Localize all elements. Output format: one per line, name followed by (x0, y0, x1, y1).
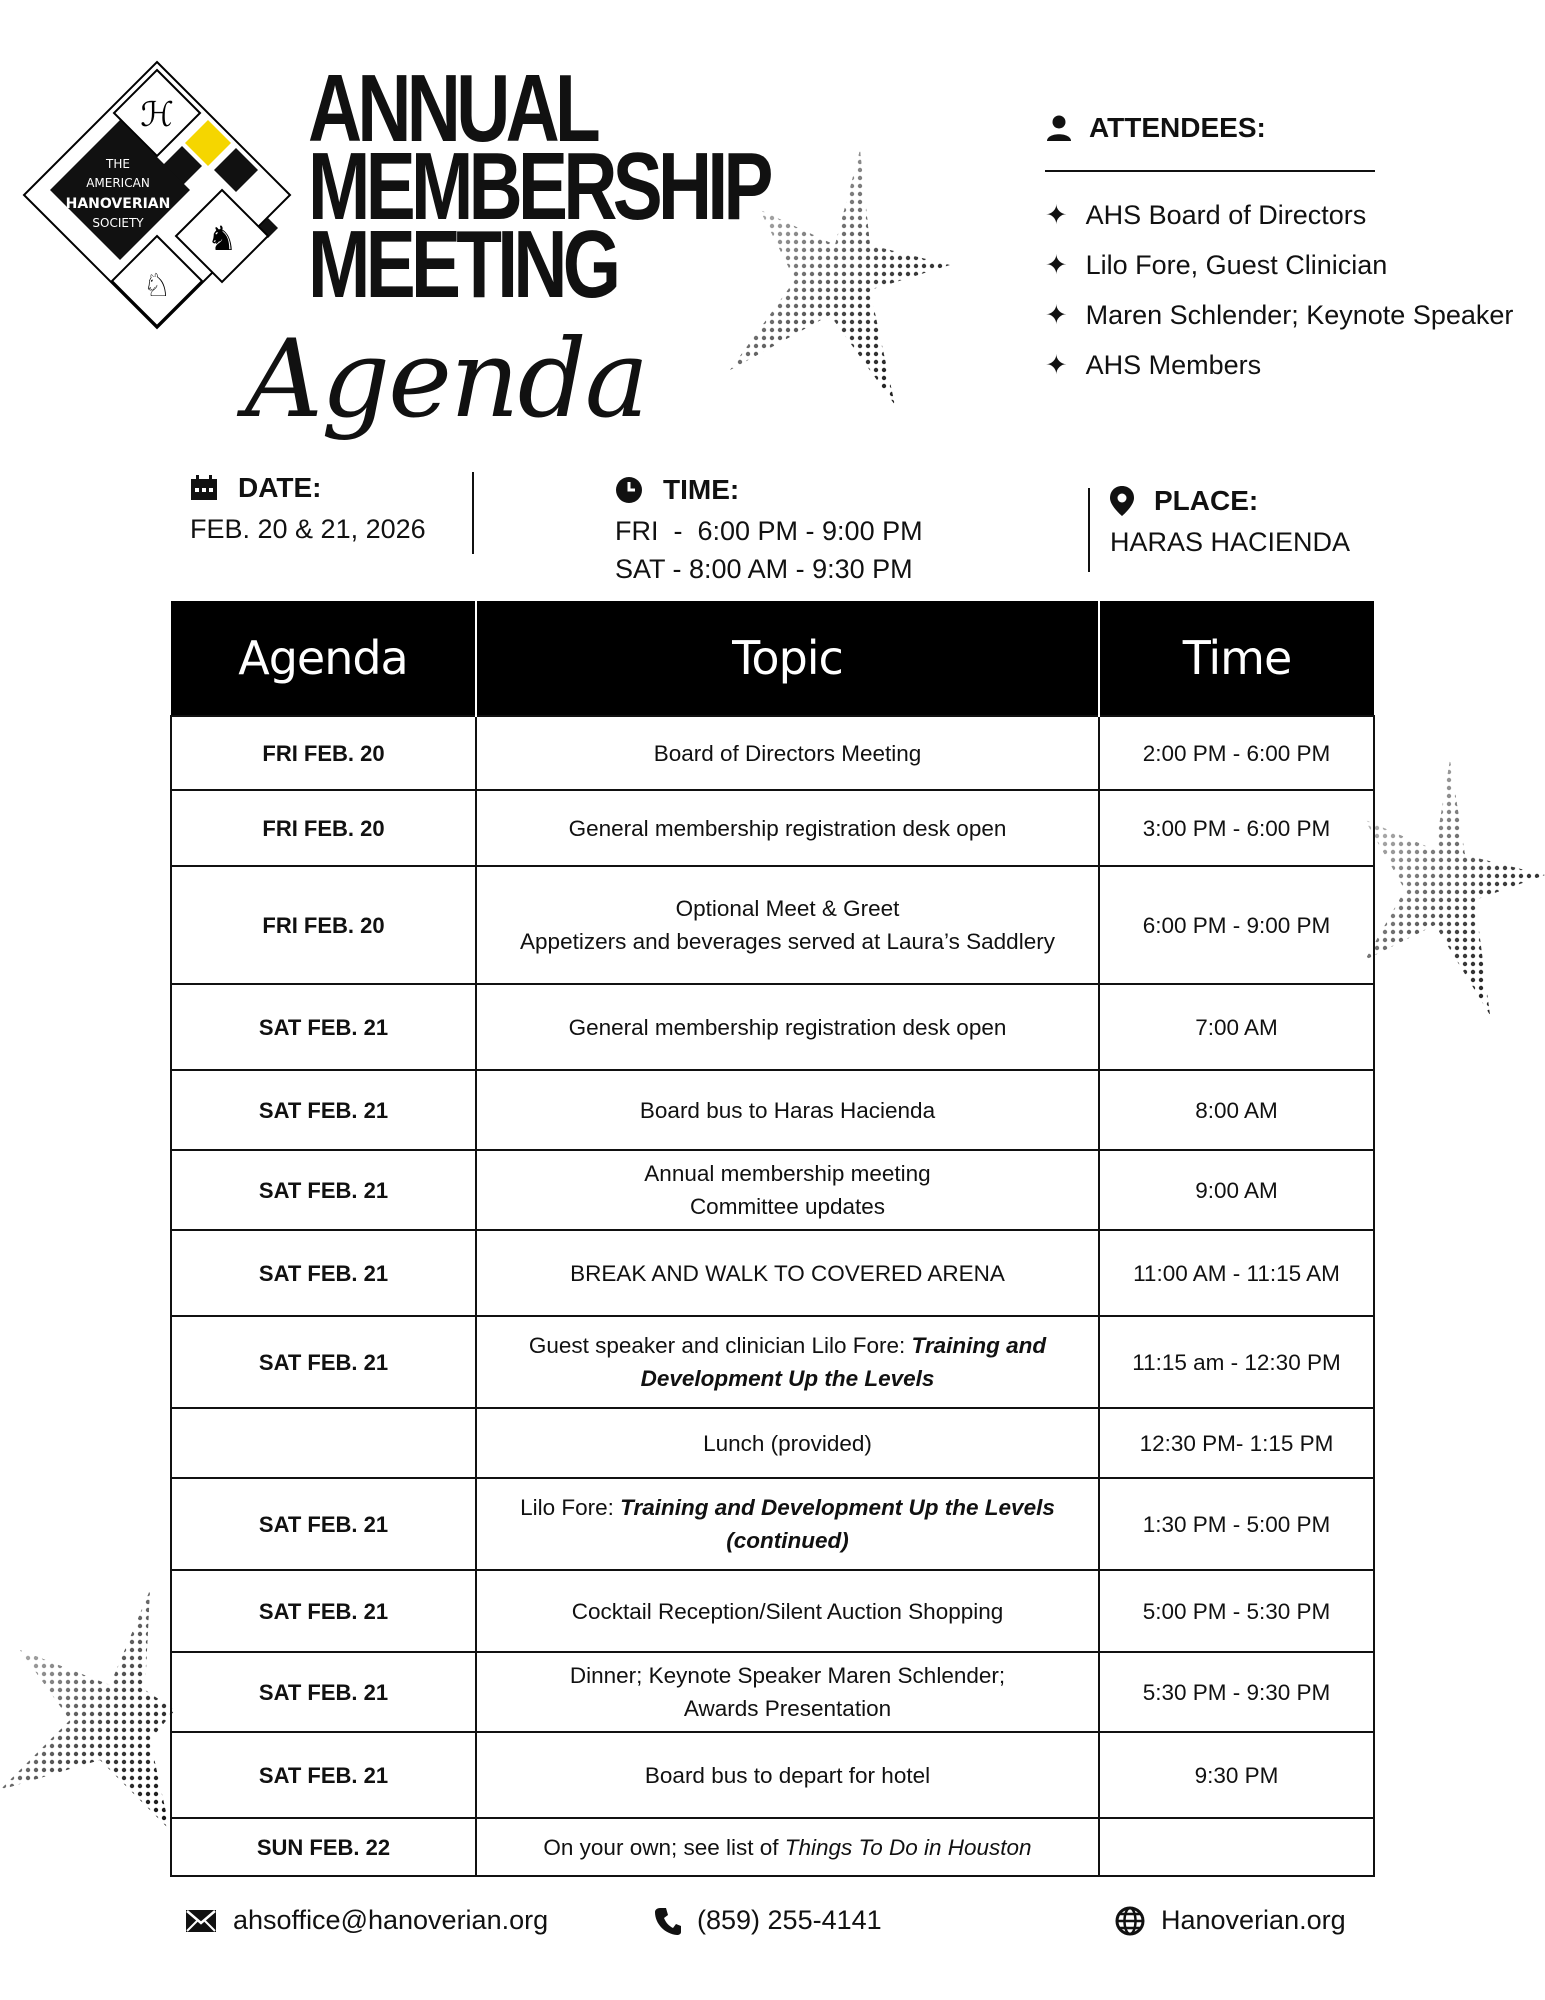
agenda-script-title: Agenda (245, 317, 648, 442)
row-time: 2:00 PM - 6:00 PM (1099, 716, 1374, 790)
row-day: FRI FEB. 20 (171, 790, 476, 866)
person-icon (1045, 114, 1073, 142)
table-row (171, 1478, 1374, 1570)
row-topic-line1: Optional Meet & Greet (675, 896, 900, 921)
attendee-name: Maren Schlender; Keynote Speaker (1085, 299, 1514, 330)
svg-text:ℋ: ℋ (140, 95, 174, 135)
attendees-heading (1045, 112, 1525, 144)
globe-icon (1115, 1906, 1145, 1936)
row-time: 6:00 PM - 9:00 PM (1099, 866, 1374, 984)
page-title (308, 55, 769, 318)
column-header-agenda: Agenda (171, 601, 476, 716)
table-row (171, 1570, 1374, 1652)
row-topic-line1: Dinner; Keynote Speaker Maren Schlender; (569, 1663, 1006, 1688)
row-time: 9:30 PM (1099, 1732, 1374, 1818)
place-label: PLACE: (1154, 485, 1259, 516)
row-day: SAT FEB. 21 (171, 1230, 476, 1316)
row-time: 1:30 PM - 5:00 PM (1099, 1478, 1374, 1570)
list-item (1045, 240, 1525, 290)
place-block (1110, 485, 1350, 561)
row-day: SAT FEB. 21 (171, 1150, 476, 1230)
row-day: SAT FEB. 21 (171, 1570, 476, 1652)
row-day: SAT FEB. 21 (171, 1070, 476, 1150)
website-link[interactable]: Hanoverian.org (1161, 1905, 1346, 1935)
halftone-star-decoration (720, 150, 950, 410)
row-day: SAT FEB. 21 (171, 984, 476, 1070)
attendees-heading-label: ATTENDEES: (1089, 112, 1266, 143)
row-day: SUN FEB. 22 (171, 1818, 476, 1876)
row-topic: Board of Directors Meeting (476, 716, 1099, 790)
row-topic-line2: Committee updates (689, 1194, 886, 1219)
logo-line4: SOCIETY (92, 216, 144, 230)
table-row (171, 716, 1374, 790)
row-topic (476, 1316, 1099, 1408)
table-row (171, 984, 1374, 1070)
row-topic: General membership registration desk open (476, 790, 1099, 866)
sparkle-icon: ✦ (1045, 249, 1068, 280)
halftone-star-decoration-left (0, 1590, 175, 1830)
email-link[interactable]: ahsoffice@hanoverian.org (233, 1905, 549, 1935)
column-header-topic: Topic (476, 601, 1099, 716)
row-topic: Board bus to depart for hotel (476, 1732, 1099, 1818)
row-time: 7:00 AM (1099, 984, 1374, 1070)
row-topic (476, 1652, 1099, 1732)
row-topic-line1: Annual membership meeting (644, 1161, 931, 1186)
time-label: TIME: (663, 474, 740, 505)
divider (1088, 488, 1090, 572)
phone-icon (655, 1907, 681, 1935)
row-day: SAT FEB. 21 (171, 1478, 476, 1570)
row-topic-italic: Things To Do in Houston (784, 1834, 1032, 1860)
title-line1: ANNUAL (308, 55, 597, 162)
time-saturday: SAT - 8:00 AM - 9:30 PM (615, 554, 913, 584)
row-topic-emphasis: Training and Development Up the Levels (continued) (620, 1495, 1055, 1553)
attendee-name: AHS Board of Directors (1085, 199, 1367, 230)
logo-line3: HANOVERIAN (65, 196, 171, 212)
row-topic-text: Guest speaker and clinician Lilo Fore: (528, 1333, 912, 1358)
table-header-row (171, 601, 1374, 716)
row-time: 11:00 AM - 11:15 AM (1099, 1230, 1374, 1316)
row-topic (476, 1150, 1099, 1230)
row-time (1099, 1818, 1374, 1876)
table-row (171, 1150, 1374, 1230)
row-day: SAT FEB. 21 (171, 1732, 476, 1818)
row-time: 8:00 AM (1099, 1070, 1374, 1150)
date-label: DATE: (238, 472, 322, 503)
attendees-panel (1045, 112, 1525, 390)
logo-line2: AMERICAN (86, 176, 150, 190)
row-topic: BREAK AND WALK TO COVERED ARENA (476, 1230, 1099, 1316)
sparkle-icon: ✦ (1045, 349, 1068, 380)
attendee-list (1045, 190, 1525, 390)
column-header-time: Time (1099, 601, 1374, 716)
row-time: 9:00 AM (1099, 1150, 1374, 1230)
table-row (171, 1230, 1374, 1316)
table-row (171, 1070, 1374, 1150)
divider (472, 472, 474, 554)
row-topic-emphasis: Training and Development Up the Levels (640, 1333, 1047, 1391)
table-row (171, 790, 1374, 866)
halftone-star-decoration-right (1365, 760, 1545, 1020)
row-time: 12:30 PM- 1:15 PM (1099, 1408, 1374, 1478)
row-topic: Cocktail Reception/Silent Auction Shopping (476, 1570, 1099, 1652)
table-row (171, 1316, 1374, 1408)
location-pin-icon (1110, 486, 1134, 516)
date-block (190, 472, 426, 548)
phone-number[interactable]: (859) 255-4141 (697, 1905, 882, 1935)
footer-website[interactable] (1115, 1905, 1346, 1936)
row-topic-text: On your own; see list of (543, 1834, 785, 1860)
sparkle-icon: ✦ (1045, 299, 1068, 330)
row-topic (476, 1478, 1099, 1570)
row-topic-line2: Awards Presentation (683, 1696, 892, 1721)
footer-email[interactable] (185, 1905, 548, 1936)
sparkle-icon: ✦ (1045, 199, 1068, 230)
attendee-name: AHS Members (1085, 349, 1262, 380)
row-day: FRI FEB. 20 (171, 866, 476, 984)
row-time: 5:30 PM - 9:30 PM (1099, 1652, 1374, 1732)
row-topic: General membership registration desk open (476, 984, 1099, 1070)
row-day: SAT FEB. 21 (171, 1316, 476, 1408)
time-friday: FRI - 6:00 PM - 9:00 PM (615, 516, 923, 546)
row-topic (476, 866, 1099, 984)
list-item (1045, 340, 1525, 390)
row-day: SAT FEB. 21 (171, 1652, 476, 1732)
clock-icon (615, 476, 643, 504)
table-row (171, 1732, 1374, 1818)
envelope-icon (185, 1909, 217, 1933)
table-row (171, 1652, 1374, 1732)
table-row (171, 1818, 1374, 1876)
title-line2: MEMBERSHIP (308, 133, 769, 240)
row-topic-text: Lilo Fore: (520, 1495, 621, 1520)
logo-line1: THE (106, 157, 130, 171)
date-value: FEB. 20 & 21, 2026 (190, 514, 426, 544)
row-day (171, 1408, 476, 1478)
row-time: 5:00 PM - 5:30 PM (1099, 1570, 1374, 1652)
svg-text:♞: ♞ (206, 219, 238, 259)
row-time: 3:00 PM - 6:00 PM (1099, 790, 1374, 866)
svg-text:♘: ♘ (142, 266, 172, 304)
agenda-table (170, 601, 1375, 1877)
list-item (1045, 190, 1525, 240)
list-item (1045, 290, 1525, 340)
time-block (615, 474, 923, 588)
table-row (171, 1408, 1374, 1478)
place-value: HARAS HACIENDA (1110, 527, 1351, 557)
row-day: FRI FEB. 20 (171, 716, 476, 790)
society-logo (22, 60, 292, 330)
row-topic: Lunch (provided) (476, 1408, 1099, 1478)
row-time: 11:15 am - 12:30 PM (1099, 1316, 1374, 1408)
divider (1045, 170, 1375, 172)
attendee-name: Lilo Fore, Guest Clinician (1085, 249, 1388, 280)
calendar-icon (190, 475, 218, 501)
row-topic (476, 1818, 1099, 1876)
footer-phone[interactable] (655, 1905, 882, 1936)
row-topic: Board bus to Haras Hacienda (476, 1070, 1099, 1150)
title-line3: MEETING (308, 211, 617, 318)
row-topic-line2: Appetizers and beverages served at Laura’s Saddlery (520, 929, 1055, 954)
table-row (171, 866, 1374, 984)
